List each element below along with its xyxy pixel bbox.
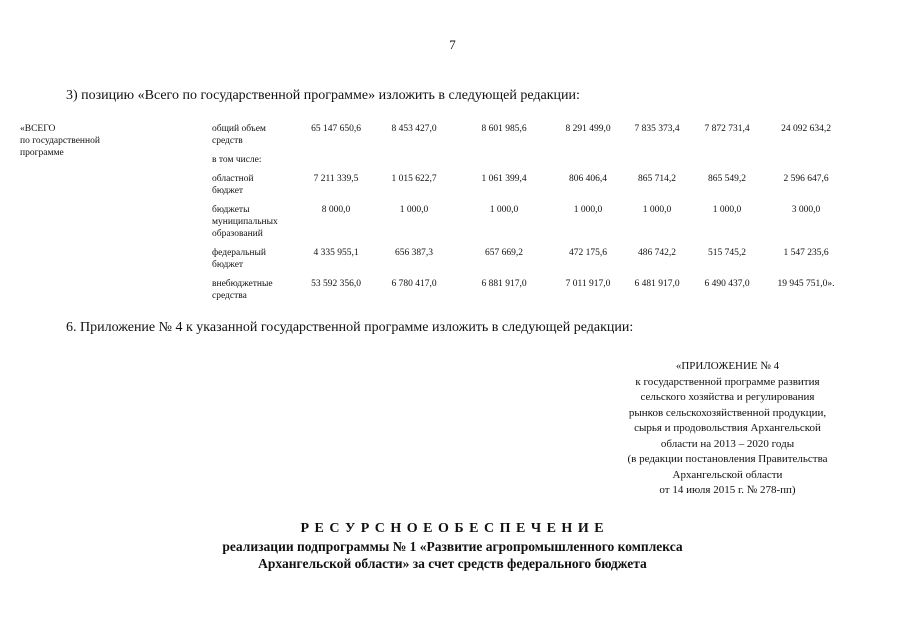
row-header-line: программе [20, 148, 64, 158]
table-cell: 7 011 917,0 [565, 279, 611, 289]
table-cell: 7 872 731,4 [704, 124, 750, 134]
row-label-line: общий объем [212, 124, 266, 134]
table-cell: 865 549,2 [708, 174, 746, 184]
appendix-line: рынков сельскохозяйственной продукции, [628, 406, 827, 419]
table-cell: 1 061 399,4 [481, 174, 527, 184]
table-cell: 65 147 650,6 [311, 124, 361, 134]
page-number: 7 [449, 37, 456, 52]
row-label-line: бюджеты [212, 205, 250, 215]
row-label-regional-budget [212, 173, 304, 197]
table-cell: 865 714,2 [638, 174, 676, 184]
table-cell: 6 481 917,0 [634, 279, 680, 289]
table-row-header [20, 123, 100, 159]
item-3-text: 3) позицию «Всего по государственной программе» изложить в следующей редакции: [66, 88, 580, 103]
row-label-line: средства [212, 291, 247, 301]
appendix-line: к государственной программе развития [635, 375, 820, 388]
row-label-federal-budget [212, 247, 304, 271]
row-label-extrabudgetary [212, 278, 304, 302]
table-cell: 2 596 647,6 [783, 174, 829, 184]
appendix-line: (в редакции постановления Правительства [627, 453, 828, 465]
table-cell: 4 335 955,1 [313, 248, 359, 258]
table-cell: 1 000,0 [712, 205, 742, 215]
table-cell: 6 490 437,0 [704, 279, 750, 289]
heading-title: Р Е С У Р С Н О Е О Б Е С П Е Ч Е Н И Е [300, 521, 605, 536]
table-cell: 1 000,0 [399, 205, 429, 215]
appendix-line: области на 2013 – 2020 годы [660, 437, 795, 450]
heading-line-2: Архангельской области» за счет средств федерального бюджета [258, 556, 647, 571]
table-cell: 8 453 427,0 [391, 124, 437, 134]
row-label-including [212, 154, 304, 166]
table-cell: 1 000,0 [642, 205, 672, 215]
table-cell: 515 745,2 [708, 248, 746, 258]
row-label-line: бюджет [212, 260, 244, 270]
row-label-line: образований [212, 229, 263, 239]
appendix-line: сельского хозяйства и регулирования [640, 391, 815, 403]
table-cell: 3 000,0 [791, 205, 821, 215]
appendix-line: Архангельской области [672, 468, 783, 481]
row-label-total [212, 123, 304, 147]
table-cell: 8 601 985,6 [481, 124, 527, 134]
table-cell: 8 000,0 [321, 205, 351, 215]
table-cell: 1 015 622,7 [391, 174, 437, 184]
row-label-line: бюджет [212, 186, 244, 196]
table-cell: 7 211 339,5 [313, 174, 359, 184]
row-label-line: внебюджетные [212, 279, 273, 289]
heading-line-1: реализации подпрограммы № 1 «Развитие агропромышленного комплекса [222, 539, 683, 554]
row-label-line: в том числе: [212, 155, 262, 165]
table-cell: 19 945 751,0». [777, 279, 835, 289]
table-cell: 1 000,0 [573, 205, 603, 215]
row-label-line: муниципальных [212, 217, 278, 227]
appendix-line: от 14 июля 2015 г. № 278-пп) [659, 484, 796, 496]
table-cell: 486 742,2 [638, 248, 676, 258]
appendix-line: «ПРИЛОЖЕНИЕ № 4 [675, 360, 780, 372]
table-cell: 6 881 917,0 [481, 279, 527, 289]
row-header-line: по государственной [20, 136, 100, 146]
table-cell: 657 669,2 [485, 248, 523, 258]
item-6-text: 6. Приложение № 4 к указанной государственной программе изложить в следующей редакции: [66, 320, 634, 335]
table-cell: 53 592 356,0 [311, 279, 361, 289]
table-cell: 8 291 499,0 [565, 124, 611, 134]
table-cell: 472 175,6 [569, 248, 607, 258]
row-label-line: областной [212, 174, 254, 184]
row-label-line: федеральный [212, 248, 266, 258]
table-cell: 806 406,4 [569, 174, 607, 184]
appendix-line: сырья и продовольствия Архангельской [634, 422, 821, 434]
row-label-line: средств [212, 136, 243, 146]
row-label-municipal-budgets [212, 204, 304, 240]
table-cell: 656 387,3 [395, 248, 433, 258]
table-cell: 1 000,0 [489, 205, 519, 215]
table-cell: 7 835 373,4 [634, 124, 680, 134]
appendix-block [600, 359, 855, 499]
table-cell: 24 092 634,2 [781, 124, 831, 134]
table-cell: 6 780 417,0 [391, 279, 437, 289]
table-cell: 1 547 235,6 [783, 248, 829, 258]
row-header-line: «ВСЕГО [20, 124, 56, 134]
